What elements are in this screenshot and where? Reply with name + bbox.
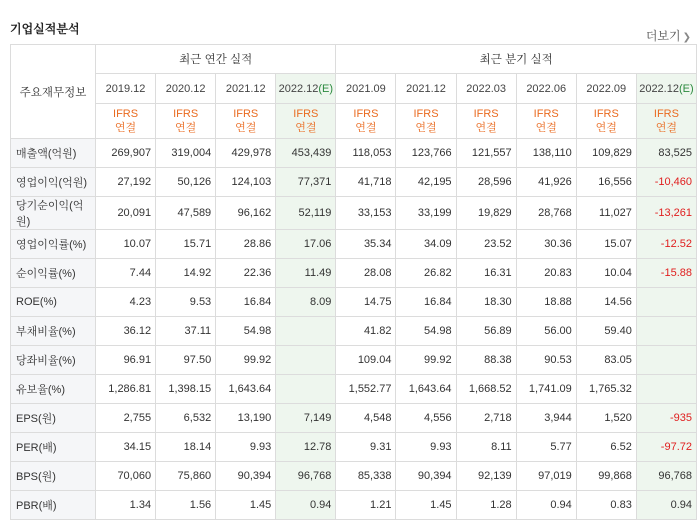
value-cell: 269,907 xyxy=(96,139,156,168)
value-cell xyxy=(636,346,696,375)
value-cell: 28.86 xyxy=(216,230,276,259)
annual-group-header: 최근 연간 실적 xyxy=(96,45,336,74)
value-cell: 28,596 xyxy=(456,168,516,197)
consolidated-label: 연결 xyxy=(475,122,497,134)
corner-header: 주요재무정보 xyxy=(11,45,96,139)
quarter-group-header: 최근 분기 실적 xyxy=(336,45,697,74)
consolidated-label: 연결 xyxy=(235,122,257,134)
value-cell: 59.40 xyxy=(576,317,636,346)
value-cell: 42,195 xyxy=(396,168,456,197)
ifrs-label: IFRS xyxy=(233,108,259,120)
period-label: 2021.09 xyxy=(346,82,386,95)
value-cell: 17.06 xyxy=(276,230,336,259)
value-cell: 1,643.64 xyxy=(216,375,276,404)
period-label: 2022.03 xyxy=(466,82,506,95)
estimate-mark: (E) xyxy=(318,82,334,95)
value-cell: 453,439 xyxy=(276,139,336,168)
row-label: 영업이익률(%) xyxy=(11,230,96,259)
value-cell: 0.83 xyxy=(576,491,636,520)
standard-header xyxy=(216,104,276,139)
row-label: 부채비율(%) xyxy=(11,317,96,346)
value-cell: 35.34 xyxy=(336,230,396,259)
value-cell: 96,768 xyxy=(276,462,336,491)
value-cell: 70,060 xyxy=(96,462,156,491)
consolidated-label: 연결 xyxy=(355,122,377,134)
period-header xyxy=(156,74,216,104)
ifrs-label: IFRS xyxy=(413,108,439,120)
value-cell: 34.15 xyxy=(96,433,156,462)
period-header xyxy=(96,74,156,104)
value-cell: 1.56 xyxy=(156,491,216,520)
ifrs-label: IFRS xyxy=(533,108,559,120)
value-cell: 33,199 xyxy=(396,197,456,230)
value-cell: 56.00 xyxy=(516,317,576,346)
ifrs-label: IFRS xyxy=(473,108,499,120)
value-cell: 9.31 xyxy=(336,433,396,462)
value-cell xyxy=(636,375,696,404)
value-cell: 1,286.81 xyxy=(96,375,156,404)
value-cell: 92,139 xyxy=(456,462,516,491)
value-cell: 90,394 xyxy=(396,462,456,491)
period-header xyxy=(336,74,396,104)
standard-header xyxy=(396,104,456,139)
value-cell: 97.50 xyxy=(156,346,216,375)
standard-header xyxy=(456,104,516,139)
row-label: ROE(%) xyxy=(11,288,96,317)
ifrs-label: IFRS xyxy=(293,108,319,120)
table-row xyxy=(11,139,697,168)
value-cell: 96,162 xyxy=(216,197,276,230)
value-cell xyxy=(276,317,336,346)
value-cell: 10.04 xyxy=(576,259,636,288)
consolidated-label: 연결 xyxy=(655,122,678,134)
value-cell: -13,261 xyxy=(636,197,696,230)
value-cell: 16,556 xyxy=(576,168,636,197)
value-cell: 47,589 xyxy=(156,197,216,230)
value-cell: 1,643.64 xyxy=(396,375,456,404)
value-cell: 8.11 xyxy=(456,433,516,462)
value-cell: 7,149 xyxy=(276,404,336,433)
table-row xyxy=(11,197,697,230)
ifrs-label: IFRS xyxy=(353,108,379,120)
value-cell: 14.75 xyxy=(336,288,396,317)
value-cell: 1.45 xyxy=(396,491,456,520)
period-label: 2019.12 xyxy=(105,82,146,95)
value-cell: 5.77 xyxy=(516,433,576,462)
value-cell: 75,860 xyxy=(156,462,216,491)
consolidated-label: 연결 xyxy=(535,122,557,134)
consolidated-label: 연결 xyxy=(175,122,197,134)
value-cell: 6.52 xyxy=(576,433,636,462)
value-cell: 16.84 xyxy=(216,288,276,317)
value-cell: 429,978 xyxy=(216,139,276,168)
value-cell: 1.34 xyxy=(96,491,156,520)
consolidated-label: 연결 xyxy=(295,122,317,134)
value-cell: 33,153 xyxy=(336,197,396,230)
value-cell: 1.45 xyxy=(216,491,276,520)
value-cell: 41,926 xyxy=(516,168,576,197)
value-cell: 118,053 xyxy=(336,139,396,168)
row-label: 당좌비율(%) xyxy=(11,346,96,375)
more-link-label: 더보기 xyxy=(645,29,681,43)
value-cell: 123,766 xyxy=(396,139,456,168)
value-cell: 16.84 xyxy=(396,288,456,317)
value-cell: 109,829 xyxy=(576,139,636,168)
value-cell: 3,944 xyxy=(516,404,576,433)
value-cell: -935 xyxy=(636,404,696,433)
value-cell: 9.53 xyxy=(156,288,216,317)
value-cell xyxy=(276,375,336,404)
value-cell: 99,868 xyxy=(576,462,636,491)
value-cell: 1,398.15 xyxy=(156,375,216,404)
value-cell: 41,718 xyxy=(336,168,396,197)
value-cell: 1.28 xyxy=(456,491,516,520)
standard-header xyxy=(336,104,396,139)
value-cell: 4,548 xyxy=(336,404,396,433)
table-row xyxy=(11,288,697,317)
row-label: BPS(원) xyxy=(11,462,96,491)
value-cell: 83,525 xyxy=(636,139,696,168)
value-cell: 319,004 xyxy=(156,139,216,168)
period-label: 2022.06 xyxy=(526,82,567,95)
value-cell: 11.49 xyxy=(276,259,336,288)
table-row xyxy=(11,259,697,288)
table-row xyxy=(11,462,697,491)
value-cell: 121,557 xyxy=(456,139,516,168)
table-row xyxy=(11,491,697,520)
row-label: 유보율(%) xyxy=(11,375,96,404)
table-row xyxy=(11,317,697,346)
consolidated-label: 연결 xyxy=(595,122,617,134)
value-cell: 83.05 xyxy=(576,346,636,375)
value-cell: 15.07 xyxy=(576,230,636,259)
value-cell: 4,556 xyxy=(396,404,456,433)
value-cell: 20,091 xyxy=(96,197,156,230)
period-label: 2021.12 xyxy=(225,82,266,95)
value-cell: 7.44 xyxy=(96,259,156,288)
value-cell: 9.93 xyxy=(396,433,456,462)
value-cell: 90,394 xyxy=(216,462,276,491)
ifrs-label: IFRS xyxy=(593,108,619,120)
standard-header xyxy=(636,104,696,139)
value-cell: 41.82 xyxy=(336,317,396,346)
standard-header xyxy=(156,104,216,139)
consolidated-label: 연결 xyxy=(415,122,437,134)
value-cell: 109.04 xyxy=(336,346,396,375)
period-header xyxy=(636,74,696,104)
ifrs-label: IFRS xyxy=(173,108,199,120)
value-cell: 90.53 xyxy=(516,346,576,375)
value-cell: 9.93 xyxy=(216,433,276,462)
period-label: 2021.12 xyxy=(406,82,446,95)
table-row xyxy=(11,168,697,197)
value-cell: 1,765.32 xyxy=(576,375,636,404)
more-link[interactable] xyxy=(646,27,691,44)
value-cell: 12.78 xyxy=(276,433,336,462)
value-cell xyxy=(276,346,336,375)
value-cell: 54.98 xyxy=(216,317,276,346)
value-cell: 138,110 xyxy=(516,139,576,168)
value-cell: 23.52 xyxy=(456,230,516,259)
value-cell: 1,668.52 xyxy=(456,375,516,404)
value-cell: 99.92 xyxy=(396,346,456,375)
value-cell: 1,552.77 xyxy=(336,375,396,404)
value-cell: 2,755 xyxy=(96,404,156,433)
value-cell: 22.36 xyxy=(216,259,276,288)
table-row xyxy=(11,230,697,259)
value-cell: 34.09 xyxy=(396,230,456,259)
value-cell: 56.89 xyxy=(456,317,516,346)
row-label: 순이익률(%) xyxy=(11,259,96,288)
value-cell: 27,192 xyxy=(96,168,156,197)
standard-header xyxy=(276,104,336,139)
value-cell: 13,190 xyxy=(216,404,276,433)
value-cell: 96.91 xyxy=(96,346,156,375)
period-header xyxy=(396,74,456,104)
financial-table xyxy=(10,44,697,520)
row-label: EPS(원) xyxy=(11,404,96,433)
value-cell: -12.52 xyxy=(636,230,696,259)
standard-header xyxy=(96,104,156,139)
value-cell: 85,338 xyxy=(336,462,396,491)
value-cell: 18.88 xyxy=(516,288,576,317)
value-cell: 1,520 xyxy=(576,404,636,433)
value-cell: 4.23 xyxy=(96,288,156,317)
estimate-mark: (E) xyxy=(678,82,694,95)
value-cell: 1.21 xyxy=(336,491,396,520)
consolidated-label: 연결 xyxy=(114,122,137,134)
row-label: 매출액(억원) xyxy=(11,139,96,168)
value-cell: 0.94 xyxy=(276,491,336,520)
section-title: 기업실적분석 xyxy=(10,22,80,36)
value-cell: 28.08 xyxy=(336,259,396,288)
table-row xyxy=(11,375,697,404)
period-header xyxy=(576,74,636,104)
table-row xyxy=(11,433,697,462)
standard-header xyxy=(576,104,636,139)
value-cell: 96,768 xyxy=(636,462,696,491)
period-header xyxy=(456,74,516,104)
value-cell: 16.31 xyxy=(456,259,516,288)
period-label: 2022.09 xyxy=(586,82,627,95)
value-cell: 2,718 xyxy=(456,404,516,433)
table-row xyxy=(11,346,697,375)
value-cell: -97.72 xyxy=(636,433,696,462)
value-cell: 88.38 xyxy=(456,346,516,375)
value-cell: 124,103 xyxy=(216,168,276,197)
value-cell: 30.36 xyxy=(516,230,576,259)
value-cell: 14.92 xyxy=(156,259,216,288)
ifrs-label: IFRS xyxy=(113,108,139,120)
value-cell: 99.92 xyxy=(216,346,276,375)
value-cell: 8.09 xyxy=(276,288,336,317)
value-cell: 20.83 xyxy=(516,259,576,288)
period-label: 2022.12 xyxy=(278,82,319,95)
value-cell: 18.14 xyxy=(156,433,216,462)
value-cell: 52,119 xyxy=(276,197,336,230)
period-label: 2020.12 xyxy=(165,82,206,95)
value-cell: 15.71 xyxy=(156,230,216,259)
standard-header xyxy=(516,104,576,139)
period-label: 2022.12 xyxy=(639,82,679,95)
value-cell: -10,460 xyxy=(636,168,696,197)
value-cell: 6,532 xyxy=(156,404,216,433)
value-cell: 19,829 xyxy=(456,197,516,230)
value-cell: 11,027 xyxy=(576,197,636,230)
value-cell: 18.30 xyxy=(456,288,516,317)
value-cell: 36.12 xyxy=(96,317,156,346)
period-header xyxy=(216,74,276,104)
value-cell: 26.82 xyxy=(396,259,456,288)
chevron-right-icon: ❯ xyxy=(682,32,691,43)
period-header xyxy=(276,74,336,104)
value-cell: 0.94 xyxy=(636,491,696,520)
value-cell: 0.94 xyxy=(516,491,576,520)
value-cell: 37.11 xyxy=(156,317,216,346)
value-cell: 10.07 xyxy=(96,230,156,259)
period-header xyxy=(516,74,576,104)
row-label: 당기순이익(억원) xyxy=(11,197,96,230)
value-cell: -15.88 xyxy=(636,259,696,288)
value-cell: 28,768 xyxy=(516,197,576,230)
value-cell: 1,741.09 xyxy=(516,375,576,404)
value-cell xyxy=(636,317,696,346)
value-cell: 77,371 xyxy=(276,168,336,197)
row-label: 영업이익(억원) xyxy=(11,168,96,197)
value-cell: 54.98 xyxy=(396,317,456,346)
row-label: PER(배) xyxy=(11,433,96,462)
ifrs-label: IFRS xyxy=(653,108,679,120)
value-cell: 50,126 xyxy=(156,168,216,197)
table-row xyxy=(11,404,697,433)
value-cell: 14.56 xyxy=(576,288,636,317)
value-cell xyxy=(636,288,696,317)
value-cell: 97,019 xyxy=(516,462,576,491)
row-label: PBR(배) xyxy=(11,491,96,520)
